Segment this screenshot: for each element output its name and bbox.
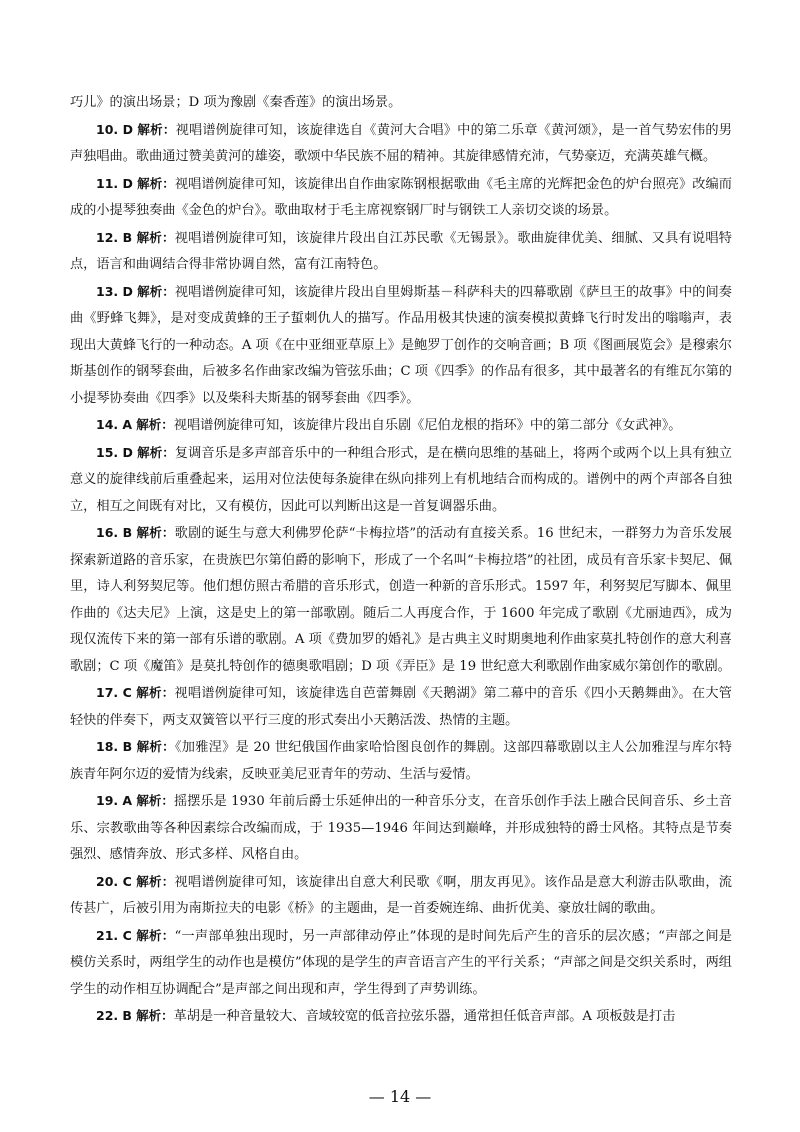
analysis-label: 解析：	[137, 444, 175, 460]
question-number: 21.	[96, 927, 119, 943]
analysis-label: 解析：	[136, 873, 175, 889]
analysis-label: 解析：	[136, 229, 175, 245]
explanation-text: 歌剧的诞生与意大利佛罗伦萨“卡梅拉塔”的活动有直接关系。16 世纪末，一群努力为音乐发展探索新道路的音乐家，在贵族巴尔第伯爵的影响下，形成了一个名叫“卡梅拉塔”的社团，成员有音乐家卡契尼、佩里，诗人利努契尼等。他们想仿照古希腊的音乐形式，创造一种新的音乐形式。1597 年，利努契尼写脚本、佩里作曲的《达夫尼》上演，这是史上的第一部歌剧。随后二人再度合作，于 1600 年完成了歌剧《尤丽迪西》，成为现仅流传下来的第一部有乐谱的歌剧。A 项《费加罗的婚礼》是古典主义时期奥地利作曲家莫扎特创作的意大利喜歌剧；C 项《魔笛》是莫扎特创作的德奥歌唱剧；D 项《弄臣》是 19 世纪意大利歌剧作曲家威尔第创作的歌剧。	[70, 526, 732, 674]
answer-letter: C	[122, 873, 132, 889]
explanation-item	[70, 788, 732, 869]
answer-letter: C	[122, 927, 132, 943]
explanation-text: 视唱谱例旋律可知，该旋律片段出自乐剧《尼伯龙根的指环》中的第二部分《女武神》。	[173, 418, 682, 433]
page-number: — 14 —	[368, 1087, 432, 1106]
explanation-item	[70, 412, 732, 440]
explanation-item	[70, 520, 732, 680]
question-number: 15.	[96, 444, 119, 460]
answer-letter: C	[122, 685, 132, 700]
question-number: 14.	[96, 417, 119, 432]
explanation-item	[70, 225, 732, 279]
analysis-label: 解析：	[137, 175, 175, 191]
answer-letter: A	[122, 793, 133, 808]
question-number: 19.	[96, 793, 119, 808]
question-number: 13.	[96, 283, 119, 299]
explanation-text: 视唱谱例旋律可知，该旋律片段出自里姆斯基－科萨科夫的四幕歌剧《萨旦王的故事》中的间奏曲《野蜂飞舞》，是对变成黄蜂的王子蜇刺仇人的描写。作品用极其快速的演奏模拟黄蜂飞行时发出的嗡嗡声，表现出大黄蜂飞行的一种动态。A 项《在中亚细亚草原上》是鲍罗丁创作的交响音画；B 项《图画展览会》是穆索尔斯基创作的钢琴套曲，后被多名作曲家改编为管弦乐曲；C 项《四季》的作品有很多，其中最著名的有维瓦尔第的小提琴协奏曲《四季》以及柴科夫斯基的钢琴套曲《四季》。	[70, 284, 732, 406]
answer-letter: D	[122, 444, 133, 460]
question-number: 11.	[96, 175, 119, 191]
analysis-label: 解析：	[137, 283, 175, 299]
explanation-item	[70, 440, 732, 521]
answer-letter: B	[122, 229, 133, 245]
explanation-item	[70, 1003, 732, 1031]
question-number: 16.	[96, 525, 119, 540]
explanation-text: 摇摆乐是 1930 年前后爵士乐延伸出的一种音乐分支，在音乐创作手法上融合民间音乐、乡土音乐、宗教歌曲等各种因素综合改编而成，于 1935—1946 年间达到巅峰，并形成独特的爵士风格。其特点是节奏强烈、感情奔放、形式多样、风格自由。	[70, 794, 732, 862]
question-number: 18.	[96, 739, 119, 754]
answer-letter: B	[122, 1008, 132, 1023]
explanation-text: 复调音乐是多声部音乐中的一种组合形式，是在横向思维的基础上，将两个或两个以上具有独立意义的旋律线前后重叠起来，运用对位法使每条旋律在纵向排列上有机地结合而构成的。谱例中的两个声部各自独立，相互之间既有对比，又有模仿，因此可以判断出这是一首复调器乐曲。	[70, 445, 732, 514]
question-number: 20.	[96, 873, 119, 889]
explanation-text: 革胡是一种音量较大、音域较宽的低音拉弦乐器，通常担任低音声部。A 项板鼓是打击	[173, 1009, 676, 1024]
answer-letter: D	[122, 175, 133, 191]
analysis-label: 解析：	[136, 685, 175, 700]
analysis-label: 解析：	[136, 525, 175, 540]
explanation-item	[70, 734, 732, 788]
explanation-text: 视唱谱例旋律可知，该旋律片段出自江苏民歌《无锡景》。歌曲旋律优美、细腻、又具有说唱特点，语言和曲调结合得非常协调自然，富有江南特色。	[70, 230, 732, 272]
question-number: 10.	[96, 121, 119, 137]
explanation-text: 《加雅涅》是 20 世纪俄国作曲家哈恰图良创作的舞剧。这部四幕歌剧以主人公加雅涅与库尔特族青年阿尔迈的爱情为线索，反映亚美尼亚青年的劳动、生活与爱情。	[70, 740, 732, 782]
question-number: 12.	[96, 229, 119, 245]
question-number: 17.	[96, 685, 119, 700]
answer-letter: A	[122, 417, 133, 432]
analysis-label: 解析：	[136, 927, 175, 943]
answer-letter: B	[122, 525, 133, 540]
explanation-item	[70, 680, 732, 734]
explanation-item	[70, 171, 732, 225]
explanation-item	[70, 923, 732, 1004]
analysis-label: 解析：	[136, 793, 174, 808]
explanation-item	[70, 279, 732, 413]
question-number: 22.	[96, 1008, 119, 1023]
analysis-label: 解析：	[137, 121, 176, 137]
explanation-text: 视唱谱例旋律可知，该旋律选自《黄河大合唱》中的第二乐章《黄河颂》，是一首气势宏伟的男声独唱曲。歌曲通过赞美黄河的雄姿，歌颂中华民族不屈的精神。其旋律感情充沛，气势豪迈，充满英雄气概。	[70, 122, 732, 164]
explanation-item	[70, 117, 732, 171]
explanation-item	[70, 869, 732, 923]
explanation-list	[70, 117, 732, 1031]
explanation-text: 视唱谱例旋律可知，该旋律出自作曲家陈钢根据歌曲《毛主席的光辉把金色的炉台照亮》改编而成的小提琴独奏曲《金色的炉台》。歌曲取材于毛主席视察钢厂时与钢铁工人亲切交谈的场景。	[70, 176, 732, 218]
analysis-label: 解析：	[136, 417, 174, 432]
analysis-label: 解析：	[136, 1008, 174, 1023]
answer-explanations	[70, 90, 732, 1031]
explanation-text: “一声部单独出现时，另一声部律动停止”体现的是时间先后产生的音乐的层次感；“声部之间是模仿关系时，两组学生的动作也是模仿”体现的是学生的声音语言产生的平行关系；“声部之间是交织关系时，两组学生的动作相互协调配合”是声部之间出现和声，学生得到了声势训练。	[70, 928, 732, 997]
answer-letter: D	[122, 121, 133, 137]
answer-letter: D	[122, 283, 133, 299]
analysis-label: 解析：	[136, 739, 175, 754]
intro-paragraph: 巧儿》的演出场景；D 项为豫剧《秦香莲》的演出场景。	[70, 95, 402, 110]
answer-letter: B	[122, 739, 133, 754]
explanation-text: 视唱谱例旋律可知，该旋律选自芭蕾舞剧《天鹅湖》第二幕中的音乐《四小天鹅舞曲》。在大管轻快的伴奏下，两支双簧管以平行三度的形式奏出小天鹅活泼、热情的主题。	[70, 686, 732, 728]
explanation-text: 视唱谱例旋律可知，该旋律出自意大利民歌《啊，朋友再见》。该作品是意大利游击队歌曲，流传甚广，后被引用为南斯拉夫的电影《桥》的主题曲，是一首委婉连绵、曲折优美、豪放壮阔的歌曲。	[70, 874, 732, 916]
